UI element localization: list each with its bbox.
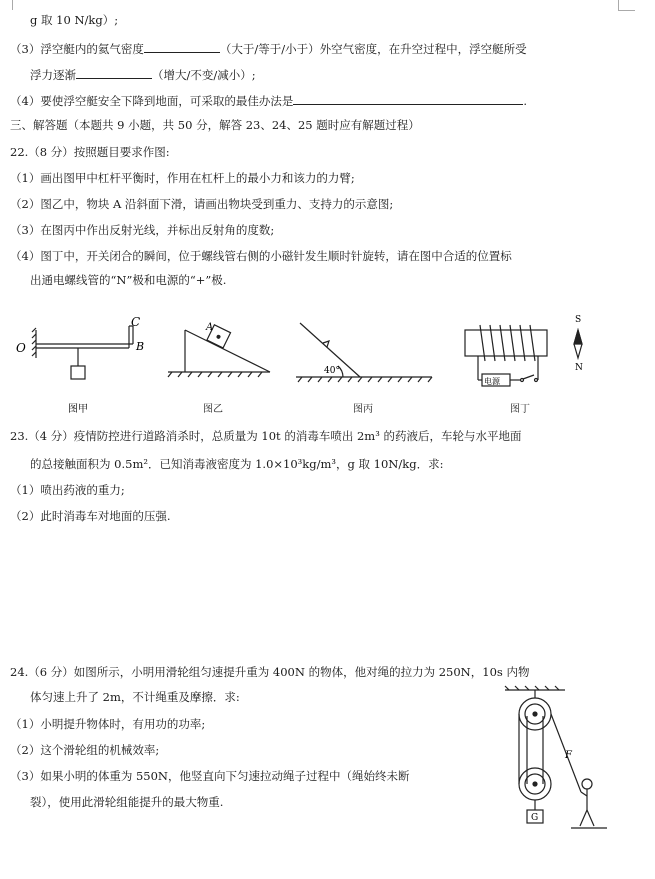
q21-subq3-line1 [10, 40, 527, 57]
switch-blade [523, 375, 534, 379]
ground-hatch [168, 372, 262, 377]
figure-jia [32, 326, 133, 379]
q21-subq4-text-a: （4）要使浮空艇安全下降到地面，可采取的最佳办法是 [10, 94, 294, 108]
q23-item-2: （2）此时消毒车对地面的压强. [10, 509, 171, 523]
q21-subq3-text-d: （增大/不变/减小）; [152, 68, 256, 82]
q24-item-3b: 裂），使用此滑轮组能提升的最大物重. [30, 795, 224, 809]
person-leg-left [580, 810, 587, 826]
q24-item-2: （2）这个滑轮组的机械效率; [10, 743, 160, 757]
q21-subq4-blank[interactable] [293, 92, 523, 105]
q22-item-2: （2）图乙中，物块 A 沿斜面下滑，请画出物块受到重力、支持力的示意图; [10, 197, 394, 211]
fig-yi-caption: 图乙 [203, 404, 223, 415]
q21-subq3-blank-2[interactable] [76, 66, 152, 79]
fig-ding-caption: 图丁 [510, 404, 530, 415]
block-a-center [217, 335, 221, 339]
compass-needle-dark [574, 330, 582, 344]
q22-stem: 22.（8 分）按照题目要求作图: [10, 145, 170, 159]
incline-slope [185, 330, 270, 372]
mirror-hatch [298, 377, 432, 382]
fig-jia-label-o: O [16, 341, 26, 355]
q21-subq4-text-b: . [523, 94, 527, 108]
figure-bing [296, 323, 432, 382]
fig-ding-power-label: 电源 [484, 377, 500, 386]
q21-subq3-text-a: （3）浮空艇内的氦气密度 [10, 42, 144, 56]
q21-g-line: g 取 10 N/kg）; [30, 13, 119, 27]
person-leg-right [587, 810, 594, 826]
q24-pulley-figure [495, 686, 615, 836]
q21-subq3-blank-1[interactable] [144, 40, 220, 53]
q21-subq4-line [10, 92, 527, 109]
fig-jia-caption: 图甲 [68, 404, 88, 415]
q23-item-1: （1）喷出药液的重力; [10, 483, 125, 497]
fig-jia-label-b: B [136, 340, 145, 353]
q22-item-1: （1）画出图甲中杠杆平衡时，作用在杠杆上的最小力和该力的力臂; [10, 171, 355, 185]
solenoid-core [465, 330, 547, 356]
q24-item-1: （1）小明提升物体时，有用功的功率; [10, 717, 206, 731]
q22-item-4a: （4）图丁中，开关闭合的瞬间，位于螺线管右侧的小磁针发生顺时针旋转，请在图中合适的位置标 [10, 249, 512, 263]
q21-subq3-line2 [30, 66, 256, 83]
q21-subq3-text-c: 浮力逐渐 [30, 68, 76, 82]
corner-mark-left [8, 0, 13, 10]
q24-item-3a: （3）如果小明的体重为 550N，他竖直向下匀速拉动绳子过程中（绳始终未断 [10, 769, 410, 783]
person-arm [581, 792, 587, 796]
figure-yi [168, 325, 270, 377]
q22-item-4b: 出通电螺线管的“N”极和电源的“+”极. [30, 273, 227, 287]
q24-label-f: F [565, 750, 572, 761]
figure-ding [465, 325, 582, 386]
fig-bing-caption: 图丙 [353, 404, 373, 415]
q23-stem-1: 23.（4 分）疫情防控进行道路消杀时，总质量为 10t 的消毒车喷出 2m³ 的药液后，车轮与水平地面 [10, 429, 522, 443]
q24-stem-2: 体匀速上升了 2m，不计绳重及摩擦．求: [30, 690, 240, 704]
fig-jia-label-c: C [131, 315, 141, 329]
q24-label-g: G [531, 813, 539, 823]
q23-stem-2: 的总接触面积为 0.5m²．已知消毒液密度为 1.0×10³kg/m³，g 取 10N/kg．求: [30, 457, 444, 471]
q24-stem-1: 24.（6 分）如图所示，小明用滑轮组匀速提升重为 400N 的物体，他对绳的拉力为 250N，10s 内物 [10, 665, 530, 679]
corner-mark-right [618, 0, 635, 11]
fig-yi-label-a: A [206, 322, 214, 333]
fig-ding-label-n: N [575, 363, 583, 373]
fig-bing-angle: 40° [324, 366, 340, 376]
person-head [582, 779, 592, 789]
q22-item-3: （3）在图丙中作出反射光线，并标出反射角的度数; [10, 223, 275, 237]
hanging-weight [71, 366, 85, 379]
section-title: 三、解答题（本题共 9 小题，共 50 分，解答 23、24、25 题时应有解题过程） [10, 118, 420, 132]
fig-ding-label-s: S [575, 315, 582, 325]
q21-subq3-text-b: （大于/等于/小于）外空气密度，在升空过程中，浮空艇所受 [219, 42, 527, 56]
